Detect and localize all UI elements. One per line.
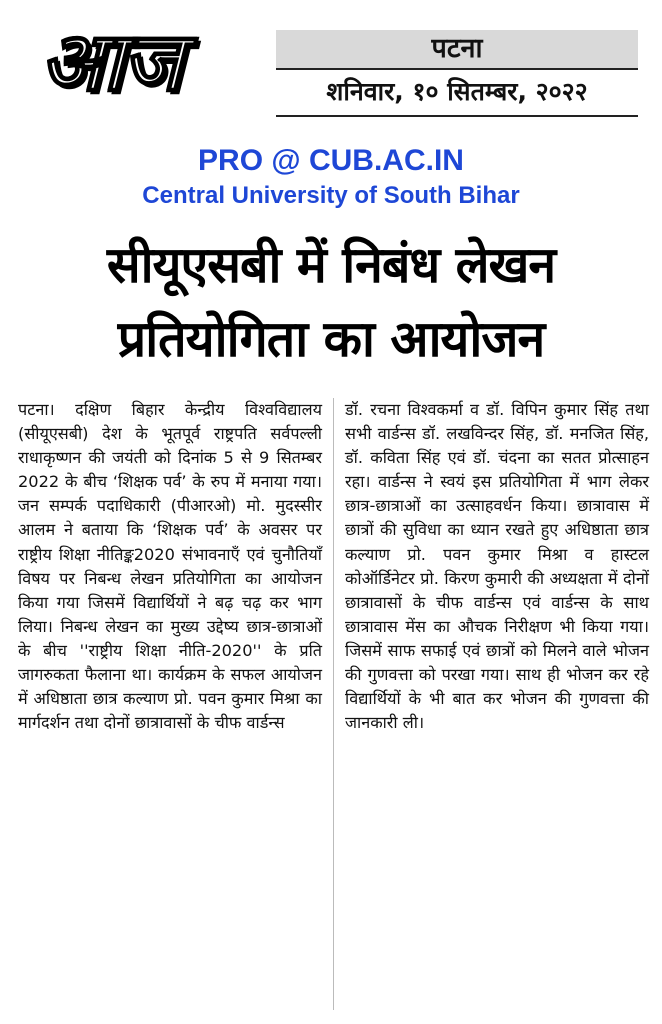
university-name-line: Central University of South Bihar: [142, 182, 520, 209]
dateline-date-box: [276, 70, 638, 114]
article-column-left: पटना। दक्षिण बिहार केन्द्रीय विश्वविद्यालय (सीयूएसबी) देश के भूतपूर्व राष्ट्रपति सर्वपल्ली राधाकृष्णन की जयंती को दिनांक 5 से 9 सितम्बर 2022 के बीच ‘शिक्षक पर्व’ के रुप में मनाया गया। जन सम्पर्क पदाधिकारी (पीआरओ) मो. मुदस्सीर आलम ने बताया कि ‘शिक्षक पर्व’ के अवसर पर राष्ट्रीय शिक्षा नीतिङ्क2020 संभावनाएँ एवं चुनौतियाँ विषय पर निबन्ध लेखन प्रतियोगिता का आयोजन किया गया जिसमें विद्यार्थियों ने बढ़ चढ़ कर भाग लिया। निबन्ध लेखन का मुख्य उद्देष्य छात्र-छात्राओं के बीच ''राष्ट्रीय शिक्षा नीति-2020'' के प्रति जागरुकता फैलाना था। कार्यक्रम के सफल आयोजन में अधिष्ठाता छात्र कल्याण प्रो. पवन कुमार मिश्रा का मार्गदर्शन तथा दोनों छात्रावासों के चीफ वार्डन्स: [18, 400, 322, 733]
pro-email-line: PRO @ CUB.AC.IN: [198, 144, 464, 177]
dateline-place-box: [276, 30, 638, 68]
dateline-place: पटना: [431, 33, 483, 64]
article-column-right: डॉ. रचना विश्वकर्मा व डॉ. विपिन कुमार सिंह तथा सभी वार्डन्स डॉ. लखविन्दर सिंह, डॉ. मनजित सिंह, डॉ. कविता सिंह एवं डॉ. चंदना का सतत प्रोत्साहन रहा। वार्डन्स ने स्वयं इस प्रतियोगिता में भाग लेकर छात्र-छात्राओं का उत्साहवर्धन किया। छात्रावास में छात्रों की सुविधा का ध्यान रखते हुए अधिष्ठाता छात्र कल्याण प्रो. पवन कुमार मिश्रा व हास्टल कोऑर्डिनेटर प्रो. किरण कुमारी की अध्यक्षता में दोनों छात्रावासों के चीफ वार्डन्स एवं वार्डन्स के साथ छात्रावास मेंस का औचक निरीक्षण भी किया गया। जिसमें साफ सफाई एवं छात्रों को मिलने वाले भोजन की गुणवत्ता को परखा गया। साथ ही भोजन कर रहे विद्यार्थियों के भी बात कर भोजन की गुणवत्ता की जानकारी ली।: [345, 400, 649, 733]
dateline-bottom-rule: [276, 115, 638, 117]
article-headline: सीयूएसबी में निबंध लेखन प्रतियोगिता का आयोजन: [106, 236, 556, 368]
newspaper-logo-text: आज: [40, 14, 181, 110]
dateline-date: शनिवार, १० सितम्बर, २०२२: [326, 77, 588, 106]
column-divider: [333, 398, 334, 1010]
newspaper-logo: [40, 14, 270, 110]
